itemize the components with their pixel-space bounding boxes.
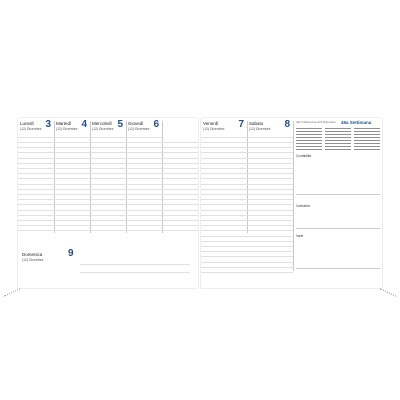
writing-line <box>201 152 293 153</box>
week-title: dal 3 Dicembre al 9 Dicembre <box>296 120 336 124</box>
writing-line <box>201 147 293 148</box>
day-number: 5 <box>117 119 123 130</box>
day-column <box>126 121 163 233</box>
day-name: Giovedì <box>128 121 144 126</box>
writing-line <box>18 158 198 159</box>
writing-line <box>201 204 293 205</box>
writing-line <box>201 236 293 237</box>
right-page <box>201 118 382 288</box>
day-name: Martedì <box>56 121 72 126</box>
day-column <box>18 121 55 233</box>
writing-line <box>201 225 293 226</box>
writing-line <box>201 158 293 159</box>
day-month: (12) Dicembre <box>20 127 42 131</box>
writing-line <box>201 215 293 216</box>
day-column <box>201 121 248 233</box>
writing-line <box>18 189 198 190</box>
writing-line <box>18 220 198 221</box>
corner-stitch <box>380 280 396 296</box>
writing-line <box>201 178 293 179</box>
day-name: Venerdì <box>203 121 219 126</box>
writing-line <box>18 199 198 200</box>
writing-line <box>18 194 198 195</box>
writing-line <box>201 142 293 143</box>
writing-line <box>18 173 198 174</box>
day-name: Domenica <box>22 252 43 257</box>
writing-line <box>18 204 198 205</box>
writing-line <box>201 251 293 252</box>
writing-line <box>201 267 293 268</box>
writing-line <box>18 230 198 231</box>
day-month: (12) Dicembre <box>128 127 150 131</box>
writing-line <box>18 225 198 226</box>
writing-line <box>18 178 198 179</box>
writing-line <box>18 215 198 216</box>
writing-line <box>18 152 198 153</box>
day-month: (12) Dicembre <box>249 127 271 131</box>
writing-line <box>201 173 293 174</box>
writing-line <box>201 163 293 164</box>
day-column <box>54 121 91 233</box>
writing-line <box>18 168 198 169</box>
day-number: 4 <box>81 119 87 130</box>
day-name: Lunedì <box>20 121 34 126</box>
writing-line <box>201 184 293 185</box>
day-month: (12) Dicembre <box>56 127 78 131</box>
writing-line <box>201 189 293 190</box>
day-month: (12) Dicembre <box>92 127 114 131</box>
day-name: Mercoledì <box>92 121 112 126</box>
planner-spread <box>18 118 382 288</box>
week-badge: 49a Settimana <box>341 120 372 125</box>
writing-line <box>201 241 293 242</box>
day-month: (12) Dicembre <box>203 127 225 131</box>
mini-calendars <box>296 128 380 150</box>
writing-line <box>201 194 293 195</box>
writing-line <box>18 184 198 185</box>
section-title: Contabilità <box>296 154 312 158</box>
left-page <box>18 118 198 288</box>
day-month: (12) Dicembre <box>22 258 44 262</box>
writing-line <box>18 142 198 143</box>
section-title: Varie <box>296 234 304 238</box>
writing-line <box>201 272 293 273</box>
section-title: Cartoleria <box>296 204 310 208</box>
writing-line <box>18 210 198 211</box>
writing-line <box>18 147 198 148</box>
writing-line <box>201 256 293 257</box>
day-number: 7 <box>238 119 244 130</box>
writing-line <box>18 163 198 164</box>
day-name: Sabato <box>249 121 264 126</box>
day-column <box>247 121 294 271</box>
day-number: 8 <box>284 119 290 130</box>
day-number: 9 <box>68 248 74 259</box>
writing-line <box>201 262 293 263</box>
sunday-box <box>20 244 190 284</box>
day-number: 3 <box>45 119 51 130</box>
writing-line <box>201 210 293 211</box>
day-number: 6 <box>153 119 159 130</box>
writing-line <box>201 199 293 200</box>
day-column <box>90 121 127 233</box>
writing-line <box>201 230 293 231</box>
writing-line <box>201 220 293 221</box>
corner-stitch <box>4 280 20 296</box>
writing-line <box>201 168 293 169</box>
writing-line <box>201 246 293 247</box>
